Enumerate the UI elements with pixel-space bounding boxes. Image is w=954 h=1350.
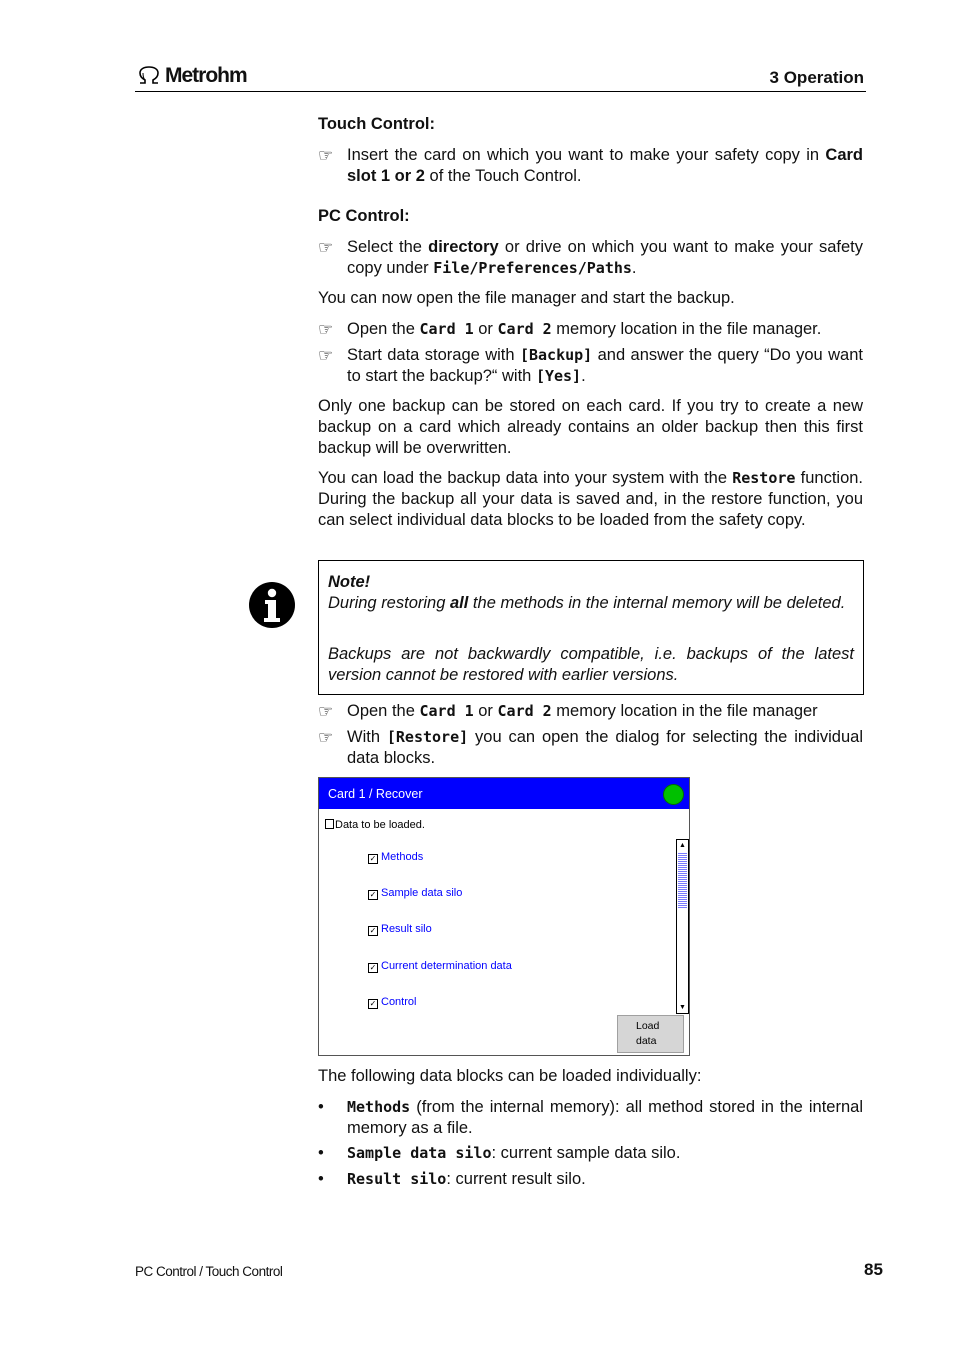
step-text: Select the — [347, 238, 429, 256]
step-text: . — [631, 259, 637, 277]
step-text: Insert the card on which you want to make your safety copy in — [347, 146, 826, 164]
checkbox-checked-icon[interactable]: ✓ — [369, 963, 377, 972]
option-label: Current determination data — [381, 960, 512, 972]
scroll-up-icon[interactable]: ▲ — [679, 842, 686, 849]
step-open-card-2 — [318, 701, 863, 722]
scroll-down-icon[interactable]: ▼ — [679, 1004, 686, 1011]
option-current-determination-data[interactable] — [368, 960, 512, 973]
option-result-silo[interactable] — [368, 923, 432, 936]
recover-dialog — [318, 777, 690, 1056]
touch-control-heading: Touch Control: — [318, 115, 435, 133]
bullet-result-silo — [318, 1169, 863, 1190]
step-text: With — [347, 728, 387, 746]
para-text: function. During the backup all your data is saved and, in the restore function, you can select individual data blocks to be loaded from the safety copy. — [318, 469, 864, 529]
step-restore — [318, 727, 863, 769]
header-divider — [135, 91, 866, 92]
data-group-label: Data to be loaded. — [325, 819, 425, 831]
step-text: you can open the dialog for selecting the individual data blocks. — [347, 728, 863, 767]
page-number: 85 — [864, 1260, 883, 1279]
step-open-card-1 — [318, 319, 863, 340]
dialog-title: Card 1 / Recover — [328, 787, 423, 801]
step-text: of the Touch Control. — [424, 167, 582, 185]
bullet-term: Result silo — [347, 1170, 447, 1188]
pointing-hand-icon: ☞ — [318, 146, 334, 165]
code-restore: [Restore] — [386, 728, 469, 746]
note-box — [318, 560, 864, 695]
pointing-hand-icon: ☞ — [318, 320, 334, 339]
paragraph-load-backup — [318, 468, 863, 531]
checkbox-checked-icon[interactable]: ✓ — [369, 854, 377, 863]
pointing-hand-icon: ☞ — [318, 728, 334, 747]
pc-control-step — [318, 237, 863, 279]
option-label: Control — [381, 996, 417, 1008]
code-backup: [Backup] — [519, 346, 593, 364]
bullet-icon: • — [318, 1098, 324, 1116]
step-text: or — [473, 320, 498, 338]
code-card1: Card 1 — [419, 320, 474, 338]
bullet-icon: • — [318, 1144, 324, 1162]
note-line-2: Backups are not backwardly compatible, i.e. backups of the latest version cannot be restored with earlier versions. — [328, 645, 854, 684]
bullet-text: : current result silo. — [446, 1170, 586, 1188]
status-led-icon — [663, 784, 684, 805]
bullet-text: (from the internal memory): all method stored in the internal memory as a file. — [347, 1098, 863, 1137]
note-text: the methods in the internal memory will be deleted. — [468, 594, 846, 612]
info-icon — [249, 582, 295, 628]
logo-text: Metrohm — [165, 64, 247, 87]
code-restore: Restore — [732, 469, 796, 487]
note-line-1 — [328, 593, 854, 614]
scrollbar[interactable] — [676, 839, 689, 1014]
paragraph-following: The following data blocks can be loaded individually: — [318, 1067, 702, 1085]
header-section-title: 3 Operation — [769, 68, 864, 87]
option-sample-data-silo[interactable] — [368, 887, 462, 900]
step-bold: directory — [428, 238, 499, 256]
bullet-icon: • — [318, 1170, 324, 1188]
step-start-backup — [318, 345, 863, 387]
bullet-methods — [318, 1097, 863, 1139]
step-text: or drive on which you want to make your safety copy under — [347, 238, 864, 277]
option-label: Sample data silo — [381, 887, 463, 899]
load-data-button[interactable] — [617, 1015, 684, 1053]
checkbox-checked-icon[interactable]: ✓ — [369, 890, 377, 899]
metrohm-logo-icon — [137, 66, 161, 90]
pc-control-heading: PC Control: — [318, 207, 410, 225]
dialog-title-bar — [319, 778, 689, 809]
step-text: and answer the query “Do you want to start the backup?“ with — [347, 346, 863, 385]
bullet-sample-data-silo — [318, 1143, 863, 1164]
option-label: Result silo — [381, 923, 432, 935]
bullet-text: : current sample data silo. — [491, 1144, 681, 1162]
pointing-hand-icon: ☞ — [318, 238, 334, 257]
paragraph-open-file-manager: You can now open the file manager and start the backup. — [318, 289, 735, 307]
bullet-term: Methods — [347, 1098, 411, 1116]
checkbox-checked-icon[interactable]: ✓ — [369, 999, 377, 1008]
para-text: You can load the backup data into your system with the — [318, 469, 733, 487]
footer-title: PC Control / Touch Control — [135, 1264, 283, 1279]
step-text: memory location in the file manager. — [551, 320, 822, 338]
bullet-term: Sample data silo — [347, 1144, 492, 1162]
paragraph-one-backup: Only one backup can be stored on each card. If you try to create a new backup on a card which already contains an older backup then this first backup will be overwritten. — [318, 397, 863, 457]
touch-control-step — [318, 145, 863, 187]
scrollbar-thumb[interactable] — [678, 852, 687, 908]
option-methods[interactable] — [368, 851, 423, 864]
note-title: Note! — [328, 573, 371, 591]
code-card2: Card 2 — [497, 320, 552, 338]
code-card1: Card 1 — [419, 702, 474, 720]
note-text: During restoring — [328, 594, 450, 612]
pointing-hand-icon: ☞ — [318, 702, 334, 721]
load-data-label: Load data — [636, 1020, 660, 1047]
step-text: . — [581, 367, 586, 385]
step-bold: Card slot 1 or 2 — [347, 146, 863, 185]
step-text: memory location in the file manager — [551, 702, 818, 720]
code-card2: Card 2 — [497, 702, 552, 720]
pointing-hand-icon: ☞ — [318, 346, 334, 365]
step-text: or — [473, 702, 498, 720]
checkbox-checked-icon[interactable]: ✓ — [369, 926, 377, 935]
step-text: Open the — [347, 702, 420, 720]
step-text: Open the — [347, 320, 420, 338]
step-text: Start data storage with — [347, 346, 520, 364]
option-label: Methods — [381, 851, 424, 863]
code-yes: [Yes] — [535, 367, 582, 385]
note-bold: all — [449, 594, 469, 612]
option-control[interactable] — [368, 996, 416, 1009]
menu-path: File/Preferences/Paths — [433, 259, 632, 277]
